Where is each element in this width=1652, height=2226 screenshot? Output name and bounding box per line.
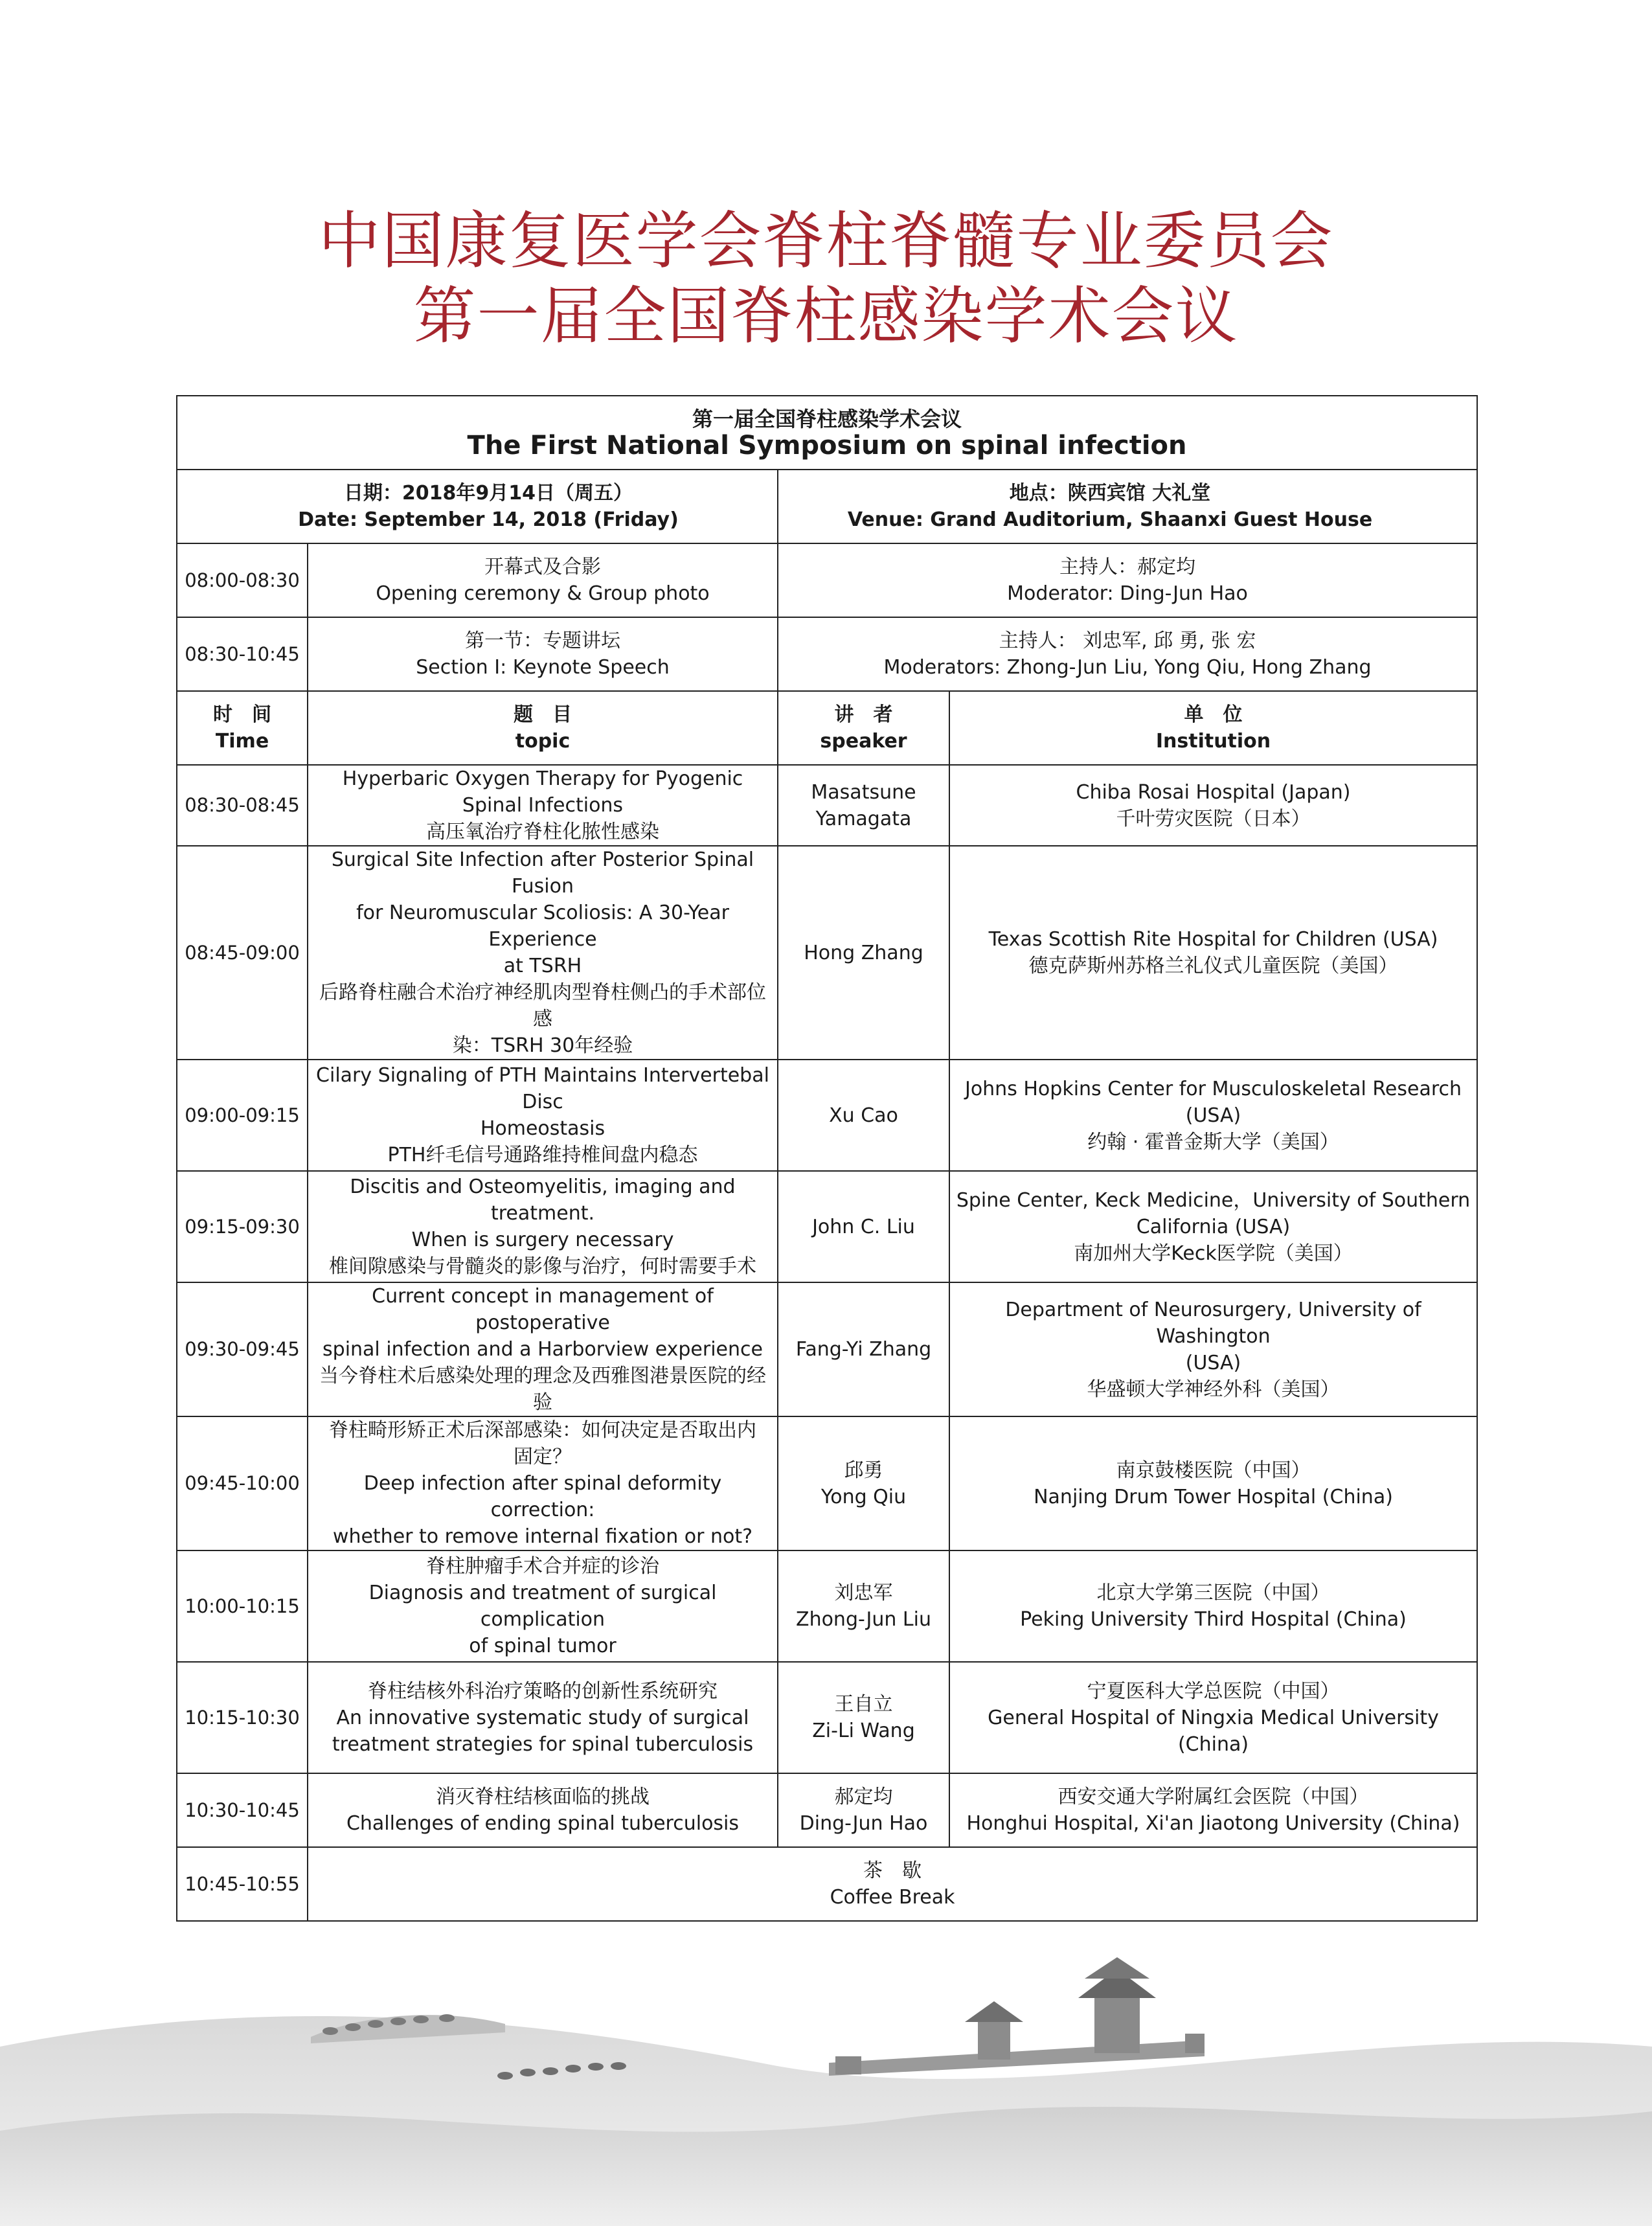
desert-landscape-illustration — [0, 1917, 1652, 2226]
talk-institution — [949, 1060, 1477, 1171]
talk-institution-line: California (USA) — [1136, 1215, 1291, 1238]
talk-speaker — [778, 1662, 949, 1773]
talk-topic-line: treatment strategies for spinal tuberculosis — [332, 1732, 754, 1756]
talk-row — [177, 1550, 1477, 1662]
talk-speaker — [778, 1416, 949, 1550]
talk-institution-line: 宁夏医科大学总医院（中国） — [1087, 1679, 1340, 1703]
table-title-en: The First National Symposium on spinal infection — [467, 431, 1187, 460]
talk-row — [177, 846, 1477, 1060]
talk-time: 09:15-09:30 — [177, 1171, 308, 1282]
col-topic-en: topic — [515, 730, 571, 753]
talk-topic-line: for Neuromuscular Scoliosis: A 30-Year Experience — [356, 902, 729, 951]
column-header-row — [177, 691, 1477, 765]
talk-topic-line: Homeostasis — [480, 1117, 605, 1140]
talk-institution — [949, 765, 1477, 846]
talk-institution — [949, 1550, 1477, 1662]
talk-institution — [949, 1171, 1477, 1282]
session-row — [177, 617, 1477, 691]
coffee-break-time: 10:45-10:55 — [177, 1847, 308, 1921]
talk-institution-line: 约翰 · 霍普金斯大学（美国） — [1087, 1130, 1339, 1153]
talk-institution — [949, 1662, 1477, 1773]
talk-institution-line: (USA) — [1185, 1351, 1241, 1374]
talk-topic-line: at TSRH — [503, 955, 582, 977]
talk-time: 09:45-10:00 — [177, 1416, 308, 1550]
talk-row — [177, 1060, 1477, 1171]
talk-time: 10:30-10:45 — [177, 1773, 308, 1847]
talk-topic-line: 当今脊柱术后感染处理的理念及西雅图港景医院的经验 — [319, 1365, 766, 1414]
session-time: 08:30-10:45 — [177, 617, 308, 691]
talk-institution — [949, 1773, 1477, 1847]
fortress-icon — [829, 1957, 1205, 2076]
talk-topic-line: PTH纤毛信号通路维持椎间盘内稳态 — [387, 1144, 698, 1166]
talk-institution-line: 华盛顿大学神经外科（美国） — [1087, 1378, 1340, 1401]
date-venue-row — [177, 470, 1477, 543]
talk-institution-line: 西安交通大学附属红会医院（中国） — [1058, 1786, 1369, 1808]
talk-institution-line: 北京大学第三医院（中国） — [1096, 1582, 1330, 1604]
talk-institution-line: Honghui Hospital, Xi'an Jiaotong University (China) — [966, 1812, 1460, 1835]
talk-topic-line: An innovative systematic study of surgical — [336, 1706, 749, 1729]
talk-institution-line: Chiba Rosai Hospital (Japan) — [1076, 780, 1351, 804]
talk-topic-line: 高压氧治疗脊柱化脓性感染 — [426, 821, 659, 843]
session-title-en: Opening ceremony & Group photo — [376, 582, 710, 605]
talk-topic-line: 固定？ — [514, 1446, 572, 1468]
talk-institution-line: 南加州大学Keck医学院（美国） — [1074, 1242, 1353, 1265]
talk-time: 10:15-10:30 — [177, 1662, 308, 1773]
session-time: 08:00-08:30 — [177, 543, 308, 617]
talk-institution-line: Nanjing Drum Tower Hospital (China) — [1034, 1485, 1393, 1508]
talk-topic — [308, 846, 778, 1060]
talk-topic-line: 后路脊柱融合术治疗神经肌肉型脊柱侧凸的手术部位感 — [319, 981, 766, 1030]
talk-topic-line: Challenges of ending spinal tuberculosis — [346, 1812, 740, 1835]
coffee-break-row — [177, 1847, 1477, 1921]
col-institution-cn: 单 位 — [1184, 703, 1243, 726]
talk-institution-line: General Hospital of Ningxia Medical University (China) — [988, 1706, 1439, 1756]
coffee-break-label — [308, 1847, 1477, 1921]
date-cn: 日期：2018年9月14日（周五） — [343, 482, 633, 505]
talk-institution-line: Texas Scottish Rite Hospital for Children (USA) — [988, 928, 1438, 951]
talk-topic-line: Cilary Signaling of PTH Maintains Intervertebal Disc — [316, 1064, 769, 1113]
talk-speaker — [778, 846, 949, 1060]
venue-en: Venue: Grand Auditorium, Shaanxi Guest House — [847, 508, 1373, 531]
session-title-cn: 开幕式及合影 — [484, 556, 601, 578]
talk-speaker — [778, 765, 949, 846]
talk-topic — [308, 1416, 778, 1550]
talk-row — [177, 1416, 1477, 1550]
talk-institution-line: 德克萨斯州苏格兰礼仪式儿童医院（美国） — [1028, 955, 1398, 977]
talk-speaker-line: 刘忠军 — [834, 1582, 893, 1604]
talk-time: 09:30-09:45 — [177, 1282, 308, 1416]
talk-topic-line: Diagnosis and treatment of surgical complication — [368, 1582, 717, 1631]
session-title-cn: 第一节：专题讲坛 — [465, 630, 620, 652]
col-time-en: Time — [215, 730, 269, 753]
talk-speaker-line: Yong Qiu — [820, 1485, 907, 1508]
talk-topic — [308, 1550, 778, 1662]
talk-topic — [308, 1060, 778, 1171]
talk-topic-line: When is surgery necessary — [411, 1229, 674, 1251]
talk-topic-line: Hyperbaric Oxygen Therapy for Pyogenic Spinal Infections — [342, 767, 743, 817]
talk-speaker-line: 郝定均 — [834, 1786, 893, 1808]
talk-topic-line: Discitis and Osteomyelitis, imaging and treatment. — [350, 1175, 736, 1225]
talk-speaker — [778, 1550, 949, 1662]
talk-speaker-line: Yamagata — [815, 807, 912, 830]
col-institution-en: Institution — [1155, 730, 1271, 753]
talk-topic-line: 脊柱肿瘤手术合并症的诊治 — [426, 1555, 659, 1578]
talk-speaker-line: Zi-Li Wang — [812, 1720, 915, 1742]
talk-topic-line: Current concept in management of postoperative — [372, 1285, 714, 1334]
talk-speaker-line: Zhong-Jun Liu — [796, 1608, 931, 1631]
talk-institution-line: 南京鼓楼医院（中国） — [1116, 1459, 1311, 1482]
talk-institution-line: Peking University Third Hospital (China) — [1020, 1608, 1407, 1631]
session-title-en: Section I: Keynote Speech — [416, 656, 670, 679]
talk-institution-line: Johns Hopkins Center for Musculoskeletal Research (USA) — [964, 1077, 1462, 1127]
moderator-cn: 主持人：郝定均 — [1059, 556, 1196, 578]
talk-time: 09:00-09:15 — [177, 1060, 308, 1171]
talk-topic-line: spinal infection and a Harborview experience — [322, 1338, 763, 1361]
col-speaker-cn: 讲 者 — [834, 703, 893, 726]
talk-row — [177, 1282, 1477, 1416]
talk-topic-line: Deep infection after spinal deformity correction: — [363, 1472, 722, 1521]
venue-cn: 地点：陕西宾馆 大礼堂 — [1009, 482, 1211, 505]
talk-row — [177, 1773, 1477, 1847]
page-title-line1: 中国康复医学会脊柱脊髓专业委员会 — [318, 205, 1334, 277]
talk-topic — [308, 1282, 778, 1416]
talk-row — [177, 1171, 1477, 1282]
talk-speaker — [778, 1282, 949, 1416]
page-title-line2: 第一届全国脊柱感染学术会议 — [413, 280, 1239, 352]
talk-speaker-line: Ding-Jun Hao — [799, 1812, 928, 1835]
talk-topic-line: 染：TSRH 30年经验 — [452, 1034, 633, 1057]
talk-speaker-line: Fang-Yi Zhang — [795, 1338, 932, 1361]
table-title-cn: 第一届全国脊柱感染学术会议 — [692, 407, 962, 431]
talk-topic-line: of spinal tumor — [469, 1635, 617, 1657]
moderator-en: Moderator: Ding-Jun Hao — [1007, 582, 1248, 605]
talk-time: 08:45-09:00 — [177, 846, 308, 1060]
talk-topic-line: 脊柱畸形矫正术后深部感染：如何决定是否取出内 — [329, 1419, 756, 1442]
talk-topic — [308, 1773, 778, 1847]
talk-speaker-line: John C. Liu — [812, 1215, 915, 1238]
talk-time: 08:30-08:45 — [177, 765, 308, 846]
talk-topic — [308, 765, 778, 846]
talk-topic — [308, 1662, 778, 1773]
session-row — [177, 543, 1477, 617]
date-en: Date: September 14, 2018 (Friday) — [298, 508, 679, 531]
talk-topic-line: 椎间隙感染与骨髓炎的影像与治疗，何时需要手术 — [329, 1255, 756, 1278]
col-time-cn: 时 间 — [213, 703, 271, 726]
talk-speaker — [778, 1773, 949, 1847]
talk-speaker-line: 邱勇 — [844, 1459, 883, 1482]
program-table — [176, 395, 1478, 1922]
talk-institution — [949, 1416, 1477, 1550]
table-title-row — [177, 396, 1477, 470]
talk-row — [177, 1662, 1477, 1773]
talk-row — [177, 765, 1477, 846]
talk-speaker — [778, 1060, 949, 1171]
talk-speaker-line: Masatsune — [811, 780, 916, 804]
talk-topic-line: 脊柱结核外科治疗策略的创新性系统研究 — [368, 1679, 718, 1703]
talk-institution-line: Department of Neurosurgery, University of Washington — [1005, 1298, 1421, 1348]
talk-speaker-line: Hong Zhang — [804, 941, 923, 964]
talk-topic-line: whether to remove internal fixation or not? — [332, 1525, 753, 1548]
col-speaker-en: speaker — [820, 730, 907, 753]
talk-topic-line: 消灭脊柱结核面临的挑战 — [436, 1786, 650, 1808]
coffee-break-en: Coffee Break — [830, 1886, 955, 1909]
moderator-en: Moderators: Zhong-Jun Liu, Yong Qiu, Hong Zhang — [883, 656, 1372, 679]
talk-institution-line: Spine Center, Keck Medicine，University of Southern — [956, 1188, 1471, 1212]
talk-topic — [308, 1171, 778, 1282]
talk-speaker-line: Xu Cao — [829, 1104, 898, 1127]
moderator-cn: 主持人： 刘忠军, 邱 勇, 张 宏 — [999, 630, 1256, 652]
talk-speaker — [778, 1171, 949, 1282]
coffee-break-cn: 茶 歇 — [863, 1859, 922, 1882]
col-topic-cn: 题 目 — [514, 703, 572, 726]
talk-topic-line: Surgical Site Infection after Posterior Spinal Fusion — [331, 848, 754, 898]
talk-institution-line: 千叶劳灾医院（日本） — [1116, 807, 1311, 830]
talk-time: 10:00-10:15 — [177, 1550, 308, 1662]
talk-speaker-line: 王自立 — [834, 1693, 893, 1716]
talk-institution — [949, 1282, 1477, 1416]
talk-institution — [949, 846, 1477, 1060]
